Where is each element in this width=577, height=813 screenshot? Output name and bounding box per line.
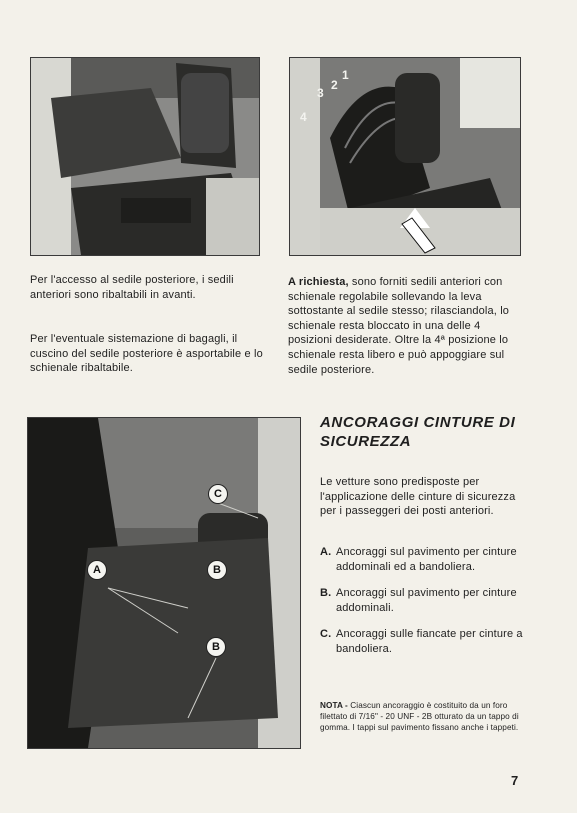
list-item-letter: B. bbox=[320, 587, 332, 600]
adjustable-seat-text bbox=[288, 275, 520, 377]
photo-seat-belt-anchors bbox=[27, 417, 301, 749]
on-request-lead: A richiesta, bbox=[288, 276, 349, 288]
photo-front-seat-folded bbox=[30, 57, 260, 256]
page-number: 7 bbox=[511, 773, 519, 788]
anchor-list bbox=[320, 545, 525, 669]
list-item-letter: A. bbox=[320, 546, 332, 558]
anchor-callout-c: C bbox=[208, 484, 228, 504]
list-item-letter: C. bbox=[320, 628, 332, 641]
front-seat-access-text: Per l'accesso al sedile posteriore, i sedili anteriori sono ribaltabili in avanti. bbox=[30, 274, 234, 301]
photo-adjustable-seat bbox=[289, 57, 521, 256]
list-item-text: Ancoraggi sulle fiancate per cinture a bandoliera. bbox=[336, 628, 523, 655]
section-intro: Le vetture sono predisposte per l'applicazione delle cinture di sicurezza per i passeggeri dei posti anteriori. bbox=[320, 476, 516, 518]
list-item bbox=[320, 586, 525, 615]
list-item bbox=[320, 545, 525, 574]
note bbox=[320, 700, 525, 734]
seat-position-2: 2 bbox=[331, 78, 338, 92]
seat-position-3: 3 bbox=[317, 86, 324, 100]
anchor-callout-a: A bbox=[87, 560, 107, 580]
list-item bbox=[320, 627, 525, 656]
section-title: ANCORAGGI CINTURE DI SICUREZZA bbox=[320, 414, 516, 450]
note-text: Ciascun ancoraggio è costituito da un foro filettato di 7/16" - 20 UNF - 2B otturato da un tappo di gomma. I tappi sul pavimento fissano anche i tappeti. bbox=[320, 701, 519, 733]
adjustable-seat-body: sono forniti sedili anteriori con schienale regolabile sollevando la leva sottostante al sedile stesso; rilasciandola, lo schienale resta bloccato in una delle 4 posizioni desiderate. Oltre la 4ª posizione lo schienale resta libero e può appoggiare sul sedile posteriore. bbox=[288, 276, 510, 376]
note-label: NOTA - bbox=[320, 701, 348, 710]
anchor-callout-b-upper: B bbox=[207, 560, 227, 580]
list-item-text: Ancoraggi sul pavimento per cinture addominali ed a bandoliera. bbox=[336, 546, 517, 573]
seat-position-1: 1 bbox=[342, 68, 349, 82]
seat-position-4: 4 bbox=[300, 110, 307, 124]
luggage-text: Per l'eventuale sistemazione di bagagli, il cuscino del sedile posteriore è asportabile e lo schienale ribaltabile. bbox=[30, 333, 263, 375]
anchor-callout-b-lower: B bbox=[206, 637, 226, 657]
list-item-text: Ancoraggi sul pavimento per cinture addominali. bbox=[336, 587, 517, 614]
